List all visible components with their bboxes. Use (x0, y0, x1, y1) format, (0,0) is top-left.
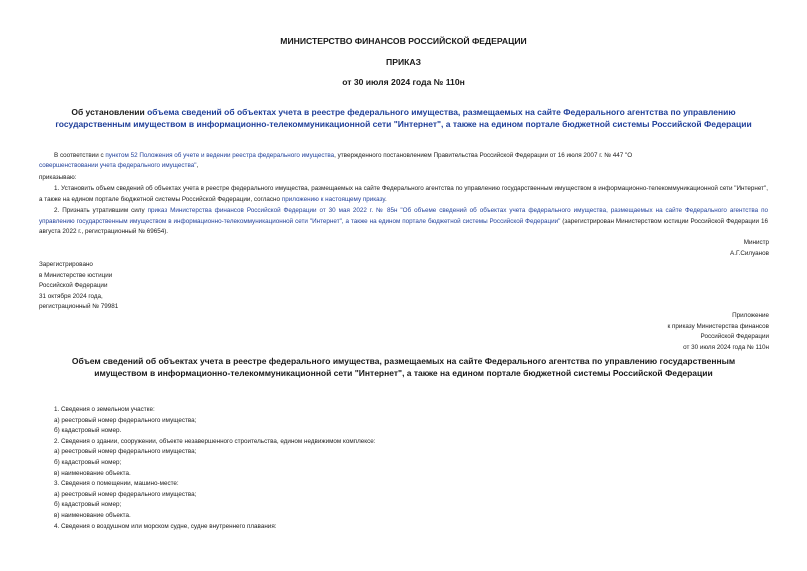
appendix-ref-1: к приказу Министерства финансов (667, 322, 769, 330)
appendix-ref-2: Российской Федерации (700, 333, 769, 341)
order-item-2 (39, 206, 768, 238)
list-item: 4. Сведения о воздушном или морском судне, судне внутреннего плавания: (54, 522, 277, 530)
list-item: а) реестровый номер федерального имущества; (54, 448, 197, 456)
list-item: 2. Сведения о здании, сооружении, объекте незавершенного строительства, едином недвижимом комплексе: (54, 437, 376, 445)
order-date-number: от 30 июля 2024 года № 110н (342, 77, 465, 87)
registration-line-4: 31 октября 2024 года, (39, 292, 103, 300)
order-word: приказываю: (39, 174, 77, 181)
list-item: в) наименование объекта. (54, 511, 131, 519)
appendix-title: Объем сведений об объектах учета в реестре федерального имущества, размещаемых на сайте Федерального агентства по управлению государственным имуществом в информационно-телекоммуникационной сети "Интернет", а также на едином портале бюджетной системы Российской Федерации (71, 356, 736, 378)
item-2-registration: (зарегистрирован Министерством юстиции Российской Федерации 16 августа 2022 г., регистрационный № 69654). (39, 217, 768, 236)
order-item-1 (39, 184, 768, 205)
list-item: 3. Сведения о помещении, машино-месте: (54, 480, 179, 488)
order-title-prefix: Об установлении (71, 107, 148, 117)
doc-type-heading: ПРИКАЗ (386, 57, 421, 67)
preamble-line-1 (54, 151, 632, 162)
preamble-text: В соответствии с (54, 152, 106, 159)
regulation-link[interactable]: пунктом 52 Положения об учете и ведении реестра федерального имущества (105, 152, 335, 159)
preamble-line-2 (39, 161, 198, 172)
registration-line-5: регистрационный № 79981 (39, 303, 119, 311)
list-item: в) наименование объекта. (54, 469, 131, 477)
order-title (34, 106, 773, 130)
registration-line-2: в Министерстве юстиции (39, 271, 113, 279)
registration-block (39, 260, 118, 313)
ministry-heading: МИНИСТЕРСТВО ФИНАНСОВ РОССИЙСКОЙ ФЕДЕРАЦИИ (280, 36, 527, 46)
appendix-link[interactable]: приложению к настоящему приказу (281, 195, 385, 203)
item-2-text: 2. Признать утратившим силу (54, 207, 148, 214)
list-item: а) реестровый номер федерального имущества; (54, 490, 197, 498)
registration-line-1: Зарегистрировано (39, 261, 93, 268)
signature-position: Министр (743, 239, 769, 246)
decree-link[interactable]: совершенствовании учета федерального имущества" (39, 162, 197, 169)
signature-name: А.Г.Силуанов (730, 250, 769, 257)
list-item: б) кадастровый номер. (54, 427, 122, 435)
appendix-header (668, 311, 769, 353)
list-item: б) кадастровый номер; (54, 458, 122, 466)
list-item: а) реестровый номер федерального имущества; (54, 416, 197, 424)
order-title-link[interactable]: объема сведений об объектах учета в реестре федерального имущества, размещаемых на сайте Федерального агентства по управлению государственным имуществом в информационно-телекоммуникационной сети "Интернет", а также на едином портале бюджетной системы Российской Федерации (55, 107, 752, 129)
appendix-ref-3: от 30 июля 2024 года № 110н (683, 343, 769, 351)
appendix-label: Приложение (732, 312, 769, 319)
repealed-order-link[interactable]: приказ Министерства финансов Российской Федерации от 30 мая 2022 г. № 85н "Об объеме сведений об объектах учета федерального имущества, размещаемых на сайте Федерального агентства по управлению государственным имуществом в информационно-телекоммуникационной сети "Интернет", а также на едином портале бюджетной системы Российской Федерации" (39, 207, 768, 225)
registration-line-3: Российской Федерации (39, 282, 108, 290)
list-item: 1. Сведения о земельном участке: (54, 406, 155, 413)
list-item: б) кадастровый номер; (54, 501, 122, 509)
scope-list (54, 405, 375, 532)
preamble-text-2: , утвержденного постановлением Правительства Российской Федерации от 16 июля 2007 г. № 447 "О (334, 152, 633, 159)
item-1-end: . (384, 195, 387, 203)
item-1-text: 1. Установить объем сведений об объектах учета в реестре федерального имущества, размещаемых на сайте Федерального агентства по управлению государственным имуществом в информационно-телекоммуникационной сети "Интернет", а также на едином портале бюджетной системы Российской Федерации, согласно (39, 185, 768, 203)
preamble-comma: , (196, 162, 199, 169)
